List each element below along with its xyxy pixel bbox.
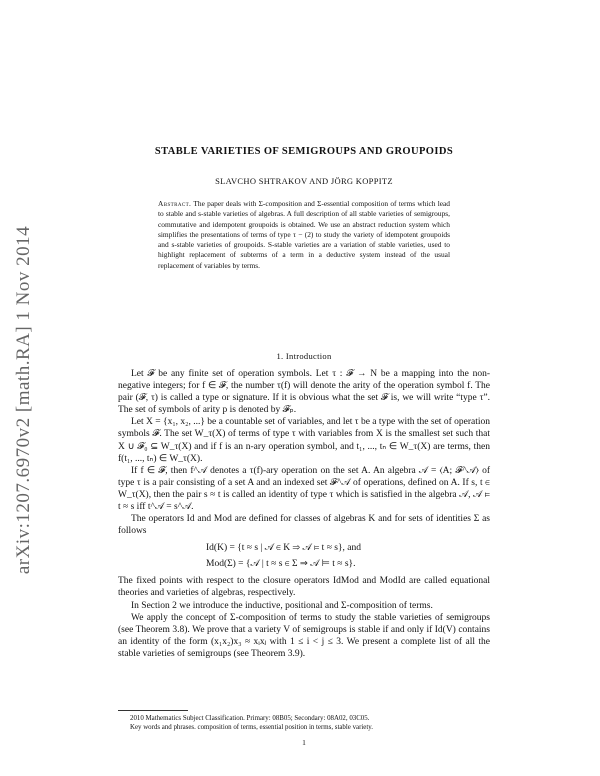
- paragraph-algebra: If f ∈ 𝓕, then f^𝒜 denotes a τ(f)-ary operation on the set A. An algebra 𝒜 = ⟨A; 𝓕^𝒜⟩ of type τ is a pair consisting of a set A and an indexed set 𝓕^𝒜 of operations, defined on A. If s, t ∈ W_τ(X), then the pair s ≈ t is called an identity of type τ which is satisfied in the algebra 𝒜, 𝒜 ⊨ t ≈ s iff t^𝒜 = s^𝒜.: [118, 465, 490, 513]
- abstract-text: The paper deals with Σ-composition and Σ-essential composition of terms which lead to stable and s-stable varieties of algebras. A full description of all stable varieties of semigroups, commutative and idempotent groupoids is obtained. We use an abstract reduction system which simplifies the presentations of terms of type τ − (2) to study the variety of idempotent groupoids and s-stable varieties of groupoids. S-stable varieties are a variation of stable varieties, used to highlight replacement of subterms of a term in a deductive system instead of the usual replacement of variables by terms.: [158, 199, 451, 270]
- equation-id-rhs: {t ≈ s | 𝒜 ∈ K ⇒ 𝒜 ⊨ t ≈ s}, and: [237, 543, 362, 554]
- equation-id-lhs: Id(K) =: [206, 543, 235, 554]
- paragraph-section-2: In Section 2 we introduce the inductive, positional and Σ-composition of terms.: [131, 600, 433, 611]
- paragraph-operation-symbols: Let 𝓕 be any finite set of operation symbols. Let τ : 𝓕 → N be a mapping into the non-negative integers; for f ∈ 𝓕, the number τ(f) will denote the arity of the operation symbol f. The pair (𝓕, τ) is called a type or signature. If it is obvious what the set 𝓕 is, we will write “type τ”. The set of symbols of arity p is denoted by 𝓕ₚ.: [118, 369, 490, 416]
- equation-id: [206, 540, 490, 556]
- equation-mod: [206, 556, 490, 572]
- page-number: 1: [302, 738, 306, 747]
- introduction-body: [118, 368, 490, 660]
- section-heading-introduction: 1. Introduction: [276, 351, 332, 361]
- equation-mod-lhs: Mod(Σ) =: [206, 559, 244, 570]
- paragraph-fixed-points: The fixed points with respect to the closure operators IdMod and ModId are called equational theories and varieties of algebras, respectively.: [118, 576, 490, 599]
- footnote-rule: [118, 710, 188, 711]
- paragraph-terms: Let X = {x₁, x₂, ...} be a countable set of variables, and let τ be a type with the set of operation symbols 𝓕. The set W_τ(X) of terms of type τ with variables from X is the smallest set such that X ∪ 𝓕₀ ⊆ W_τ(X) and if f is an n-ary operation symbol, and t₁, ..., tₙ ∈ W_τ(X) are terms, then f(t₁, ..., tₙ) ∈ W_τ(X).: [118, 417, 490, 464]
- footnote-msc: 2010 Mathematics Subject Classification. Primary: 08B05; Secondary: 08A02, 03C05.: [130, 715, 370, 722]
- arxiv-stamp-text: arXiv:1207.6970v2 [math.RA] 1 Nov 2014: [13, 225, 34, 575]
- arxiv-identifier-stamp: [4, 180, 44, 620]
- paragraph-operators: The operators Id and Mod are defined for classes of algebras K and for sets of identities Σ as follows: [118, 514, 490, 537]
- display-equations: [118, 540, 490, 572]
- equation-mod-rhs: {𝒜 | t ≈ s ∈ Σ ⇒ 𝒜 ⊨ t ≈ s}.: [245, 559, 356, 570]
- abstract-label: Abstract.: [158, 199, 192, 208]
- paragraph-stable-varieties: We apply the concept of Σ-composition of terms to study the stable varieties of semigroups (see Theorem 3.8). We prove that a variety V of semigroups is stable if and only if Id(V) contains an identity of the form (x₁x₂)x₃ ≈ xᵢxⱼ with 1 ≤ i < j ≤ 3. We present a complete list of all the stable varieties of semigroups (see Theorem 3.9).: [118, 612, 490, 659]
- footnote-keywords: Key words and phrases. composition of terms, essential position in terms, stable variety.: [130, 724, 373, 732]
- paper-title: STABLE VARIETIES OF SEMIGROUPS AND GROUPOIDS: [154, 146, 454, 157]
- abstract: [158, 199, 450, 271]
- footnotes: [118, 714, 490, 733]
- paper-authors: SLAVCHO SHTRAKOV AND JÖRG KOPPITZ: [215, 176, 393, 186]
